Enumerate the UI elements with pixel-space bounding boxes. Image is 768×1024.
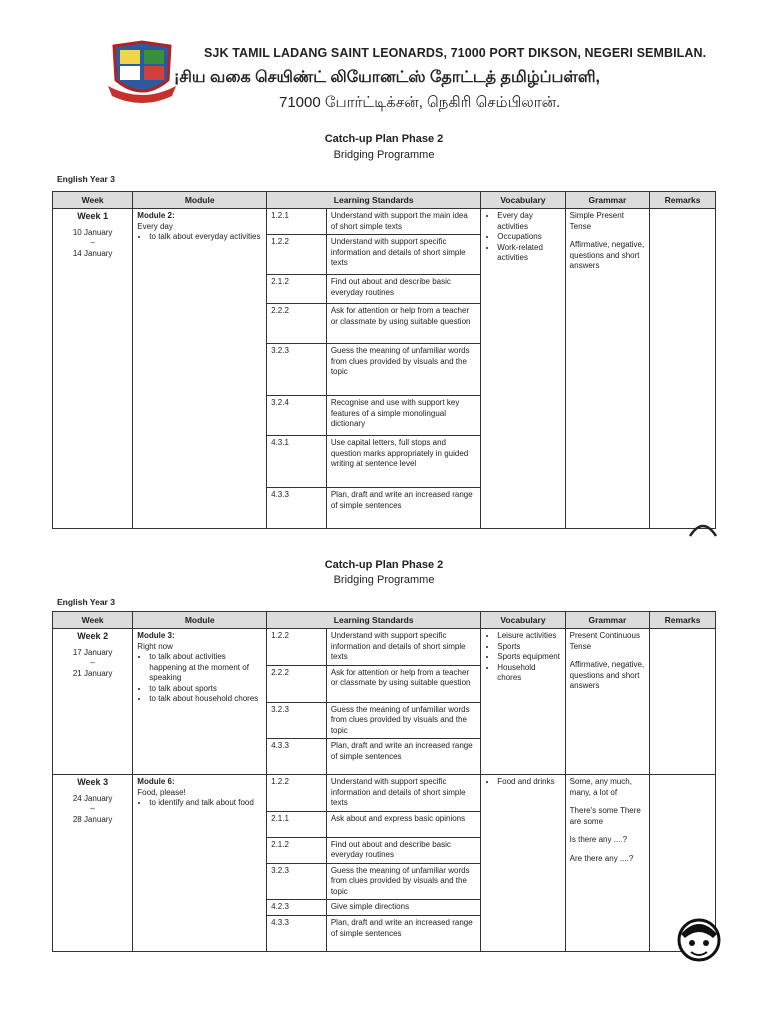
cartoon-face-icon: [675, 916, 723, 964]
section-1-subtitle: Bridging Programme: [333, 149, 435, 161]
standard-code: 4.2.3: [267, 900, 327, 916]
section-1-table: [52, 191, 716, 529]
week-cell: [53, 775, 133, 952]
col-week: Week: [53, 192, 133, 209]
vocabulary-item: • Sports: [497, 642, 560, 653]
table-header-row: [53, 192, 716, 209]
col-learning-standards: Learning Standards: [267, 192, 481, 209]
grammar-item: Affirmative, negative, questions and short answers: [569, 240, 645, 270]
standard-text: Plan, draft and write an increased range of simple sentences: [326, 488, 480, 529]
col-learning-standards: Learning Standards: [267, 612, 481, 629]
school-crest-logo: [106, 40, 178, 106]
module-point: • to talk about sports: [149, 684, 262, 695]
module-cell: [133, 629, 267, 775]
section-2-table: [52, 611, 716, 952]
section-2-title: Catch-up Plan Phase 2: [324, 559, 444, 571]
section-1-level: English Year 3: [57, 174, 115, 184]
col-week: Week: [53, 612, 133, 629]
standard-code: 2.1.2: [267, 837, 327, 863]
module-subtitle: Every day: [137, 221, 173, 231]
module-point: • to identify and talk about food: [149, 798, 262, 809]
grammar-item: Affirmative, negative, questions and short answers: [569, 660, 645, 690]
standard-text: Give simple directions: [326, 900, 480, 916]
standard-text: Guess the meaning of unfamiliar words from clues provided by visuals and the topic: [326, 702, 480, 739]
standard-code: 3.2.4: [267, 396, 327, 436]
week-start-date: 17 January: [72, 647, 113, 657]
module-points: [137, 798, 262, 809]
module-points: [137, 652, 262, 705]
standard-code: 2.1.2: [267, 275, 327, 304]
vocabulary-item: • Work-related activities: [497, 243, 560, 264]
week-label: Week 1: [77, 211, 109, 221]
vocabulary-cell: [481, 629, 565, 775]
grammar-item: There's some There are some: [569, 806, 641, 826]
standard-code: 3.2.3: [267, 863, 327, 900]
standard-text: Understand with support specific information and details of short simple texts: [326, 775, 480, 812]
week-date-dash: –: [90, 804, 95, 813]
week-end-date: 28 January: [72, 814, 113, 824]
vocabulary-item: • Food and drinks: [497, 777, 560, 788]
standard-text: Ask about and express basic opinions: [326, 811, 480, 837]
grammar-cell: [565, 209, 649, 529]
standard-text: Understand with support specific information and details of short simple texts: [326, 235, 480, 275]
standard-code: 2.2.2: [267, 665, 327, 702]
school-name-tamil: ¡சிய வகை செயிண்ட் லியோனட்ஸ் தோட்டத் தமிழ்ப்பள்ளி,: [174, 69, 600, 86]
standard-code: 1.2.2: [267, 629, 327, 666]
week-label: Week 2: [77, 631, 109, 641]
week-end-date: 21 January: [72, 668, 113, 678]
week-label: Week 3: [77, 777, 109, 787]
week-end-date: 14 January: [72, 248, 113, 258]
standard-code: 4.3.1: [267, 436, 327, 488]
standard-text: Plan, draft and write an increased range of simple sentences: [326, 916, 480, 952]
table-row: [53, 209, 716, 235]
vocabulary-item: • Every day activities: [497, 211, 560, 232]
section-1-title: Catch-up Plan Phase 2: [324, 133, 444, 145]
standard-code: 4.3.3: [267, 739, 327, 775]
vocabulary-cell: [481, 775, 565, 952]
week-cell: [53, 209, 133, 529]
remarks-cell: [650, 629, 716, 775]
col-remarks: Remarks: [650, 192, 716, 209]
standard-code: 4.3.3: [267, 916, 327, 952]
grammar-item: Is there any ....?: [569, 835, 628, 844]
grammar-item: Simple Present Tense: [569, 211, 624, 231]
standard-code: 3.2.3: [267, 702, 327, 739]
standard-code: 2.2.2: [267, 304, 327, 344]
vocabulary-item: • Occupations: [497, 232, 560, 243]
module-points: [137, 232, 262, 243]
grammar-cell: [565, 629, 649, 775]
module-point: • to talk about activities happening at the moment of speaking: [149, 652, 262, 684]
week-start-date: 10 January: [72, 227, 113, 237]
grammar-cell: [565, 775, 649, 952]
standard-text: Understand with support specific information and details of short simple texts: [326, 629, 480, 666]
module-title: Module 3:: [137, 631, 175, 640]
standard-code: 4.3.3: [267, 488, 327, 529]
standard-text: Plan, draft and write an increased range of simple sentences: [326, 739, 480, 775]
standard-text: Understand with support the main idea of short simple texts: [326, 209, 480, 235]
col-grammar: Grammar: [565, 192, 649, 209]
vocabulary-item: • Sports equipment: [497, 652, 560, 663]
school-address-tamil: 71000 போர்ட்டிக்சன், நெகிரி செம்பிலான்.: [279, 94, 561, 111]
standard-text: Ask for attention or help from a teacher or classmate by using suitable question: [326, 304, 480, 344]
module-title: Module 2:: [137, 211, 175, 220]
standard-code: 2.1.1: [267, 811, 327, 837]
col-vocabulary: Vocabulary: [481, 612, 565, 629]
grammar-item: Are there any ....?: [569, 853, 634, 863]
grammar-item: Some, any much, many, a lot of: [569, 777, 632, 797]
col-module: Module: [133, 192, 267, 209]
table-header-row: [53, 612, 716, 629]
stamp-fragment-icon: [688, 520, 718, 538]
vocabulary-item: • Household chores: [497, 663, 560, 684]
section-2-subtitle: Bridging Programme: [333, 574, 435, 586]
standard-code: 1.2.2: [267, 775, 327, 812]
module-point: • to talk about household chores: [149, 694, 262, 705]
module-subtitle: Right now: [137, 641, 173, 651]
col-remarks: Remarks: [650, 612, 716, 629]
standard-text: Ask for attention or help from a teacher or classmate by using suitable question: [326, 665, 480, 702]
col-vocabulary: Vocabulary: [481, 192, 565, 209]
module-title: Module 6:: [137, 777, 175, 786]
col-module: Module: [133, 612, 267, 629]
module-subtitle: Food, please!: [137, 787, 186, 797]
table-row: [53, 629, 716, 666]
module-cell: [133, 209, 267, 529]
week-date-dash: –: [90, 238, 95, 247]
standard-text: Recognise and use with support key features of a simple monolingual dictionary: [326, 396, 480, 436]
standard-code: 3.2.3: [267, 344, 327, 396]
module-cell: [133, 775, 267, 952]
section-2-level: English Year 3: [57, 597, 115, 607]
standard-text: Find out about and describe basic everyday routines: [326, 275, 480, 304]
week-start-date: 24 January: [72, 793, 113, 803]
table-row: [53, 775, 716, 812]
week-cell: [53, 629, 133, 775]
standard-text: Guess the meaning of unfamiliar words from clues provided by visuals and the topic: [326, 863, 480, 900]
vocabulary-cell: [481, 209, 565, 529]
standard-text: Guess the meaning of unfamiliar words from clues provided by visuals and the topic: [326, 344, 480, 396]
standard-code: 1.2.2: [267, 235, 327, 275]
col-grammar: Grammar: [565, 612, 649, 629]
week-date-dash: –: [90, 658, 95, 667]
module-point: • to talk about everyday activities: [149, 232, 262, 243]
standard-text: Find out about and describe basic everyday routines: [326, 837, 480, 863]
vocabulary-item: • Leisure activities: [497, 631, 560, 642]
remarks-cell: [650, 209, 716, 529]
standard-text: Use capital letters, full stops and question marks appropriately in guided writing at sentence level: [326, 436, 480, 488]
grammar-item: Present Continuous Tense: [569, 631, 640, 651]
standard-code: 1.2.1: [267, 209, 327, 235]
school-name-english: SJK TAMIL LADANG SAINT LEONARDS, 71000 PORT DIKSON, NEGERI SEMBILAN.: [204, 46, 707, 60]
